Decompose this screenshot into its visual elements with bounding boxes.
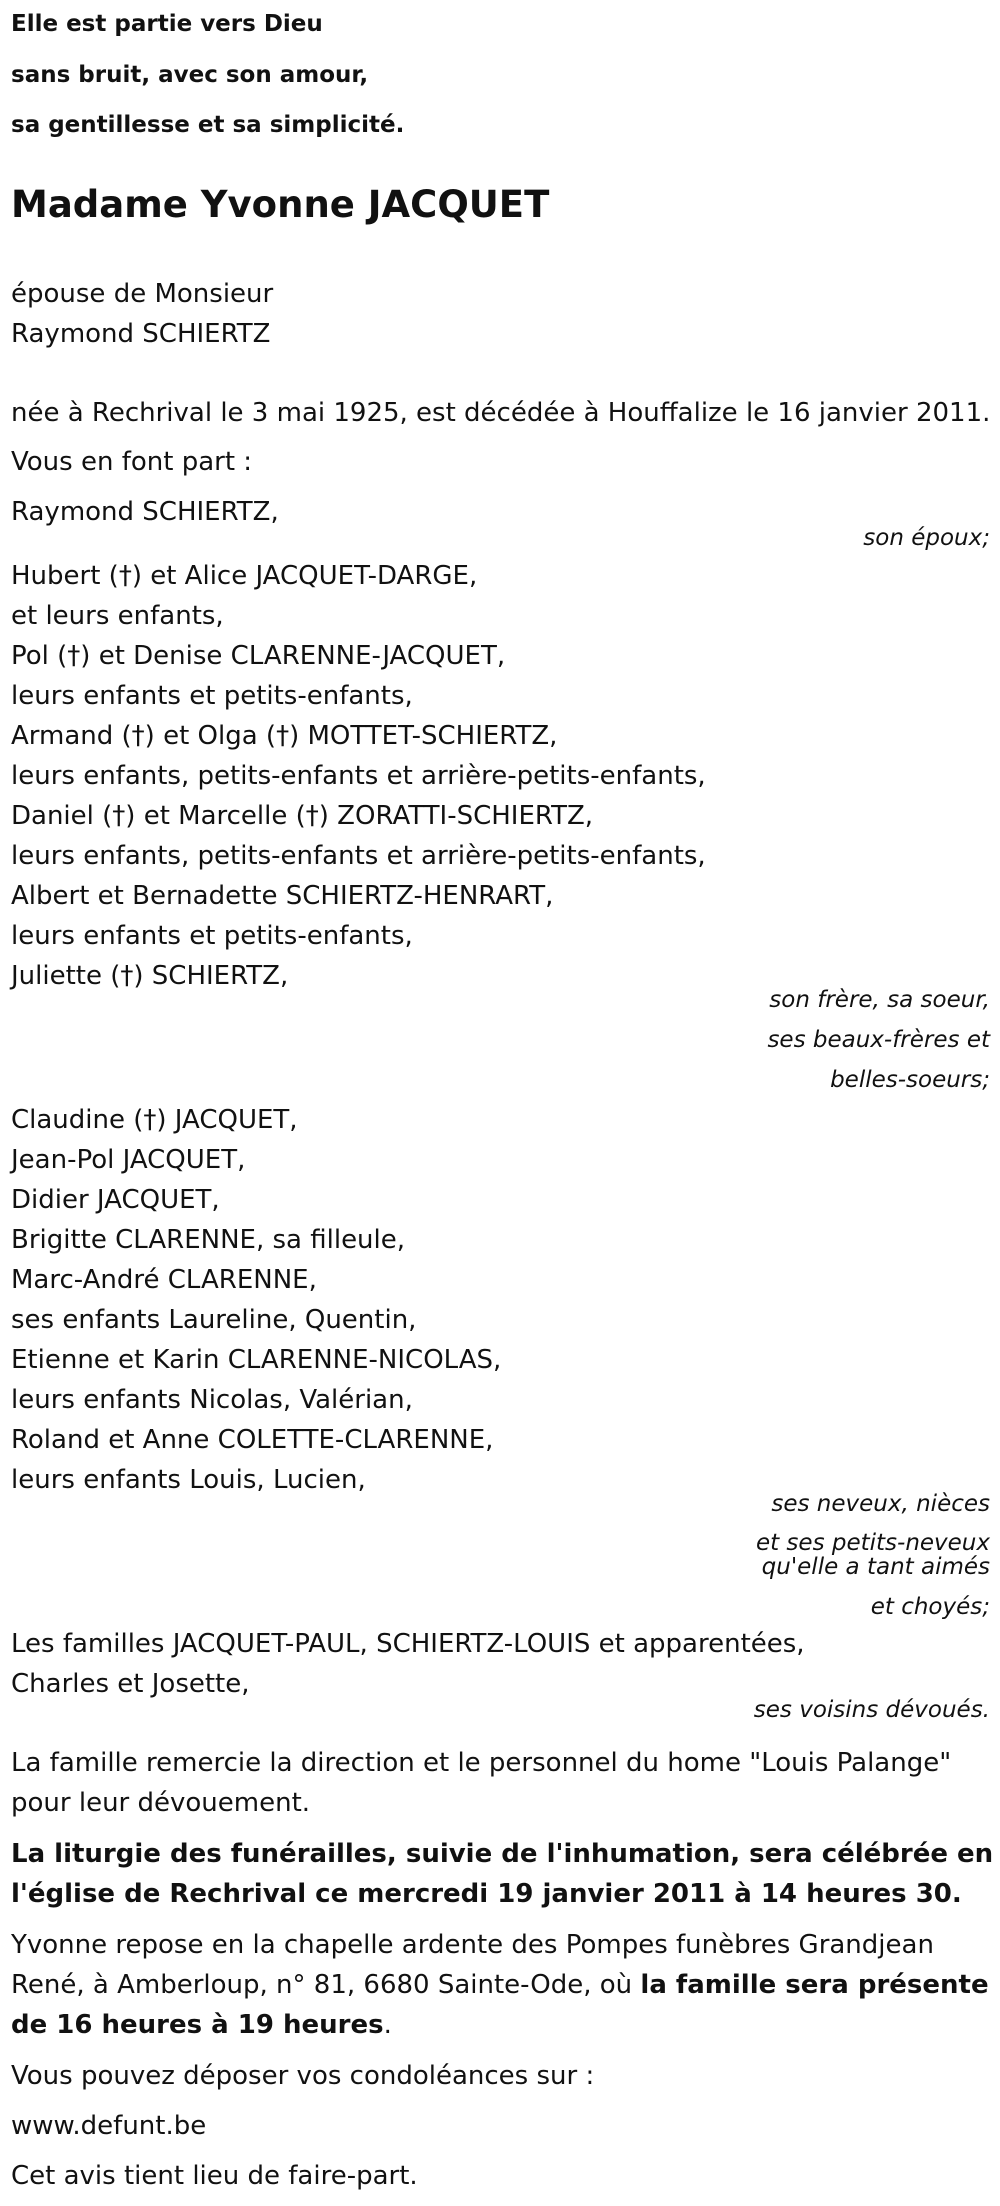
neighbors-line: Les familles JACQUET-PAUL, SCHIERTZ-LOUIS et apparentées, [11,1629,805,1659]
epigraph-line: Elle est partie vers Dieu [11,11,323,37]
sibling-line: leurs enfants, petits-enfants et arrière-petits-enfants, [11,841,706,871]
chapel-period: . [383,2010,392,2040]
nephew-line: Brigitte CLARENNE, sa filleule, [11,1225,406,1255]
chapel-address: René, à Amberloup, n° 81, 6680 Sainte-Ode, où [11,1970,641,2000]
epigraph-line: sa gentillesse et sa simplicité. [11,112,405,138]
chapel-presence: la famille sera présente [640,1970,989,2000]
husband-relation: son époux; [863,525,990,551]
siblings-relation: ses beaux-frères et [767,1027,990,1053]
nephews-relation: et ses petits-neveux [755,1530,990,1556]
sibling-line: leurs enfants et petits-enfants, [11,921,413,951]
nephew-line: Roland et Anne COLETTE-CLARENNE, [11,1425,494,1455]
birth-death-line: née à Rechrival le 3 mai 1925, est décédée à Houffalize le 16 janvier 2011. [11,398,991,428]
spouse-line: Raymond SCHIERTZ [11,319,271,349]
closing-line: Cet avis tient lieu de faire-part. [11,2161,418,2191]
website-link[interactable]: www.defunt.be [11,2111,207,2141]
nephew-line: Etienne et Karin CLARENNE-NICOLAS, [11,1345,502,1375]
deceased-name: Madame Yvonne JACQUET [11,183,550,226]
sibling-line: Daniel (†) et Marcelle (†) ZORATTI-SCHIERTZ, [11,801,594,831]
nephew-line: leurs enfants Nicolas, Valérian, [11,1385,413,1415]
spouse-line: épouse de Monsieur [11,279,274,309]
nephews-relation: qu'elle a tant aimés [761,1554,990,1580]
chapel-hours: de 16 heures à 19 heures [11,2010,384,2040]
condolences-line: Vous pouvez déposer vos condoléances sur : [11,2061,595,2091]
sibling-line: Albert et Bernadette SCHIERTZ-HENRART, [11,881,554,911]
chapel-line [11,2005,392,2045]
nephews-relation: et choyés; [870,1594,990,1620]
chapel-line [11,1965,989,2005]
nephew-line: Didier JACQUET, [11,1185,220,1215]
funeral-line: La liturgie des funérailles, suivie de l'inhumation, sera célébrée en [11,1839,994,1869]
nephew-line: ses enfants Laureline, Quentin, [11,1305,417,1335]
epigraph-line: sans bruit, avec son amour, [11,62,369,88]
sibling-line: Hubert (†) et Alice JACQUET-DARGE, [11,561,478,591]
sibling-line: Armand (†) et Olga (†) MOTTET-SCHIERTZ, [11,721,558,751]
nephews-relation: ses neveux, nièces [771,1491,990,1517]
sibling-line: et leurs enfants, [11,601,224,631]
thanks-line: La famille remercie la direction et le personnel du home "Louis Palange" [11,1748,952,1778]
siblings-relation: son frère, sa soeur, [769,987,990,1013]
sibling-line: leurs enfants, petits-enfants et arrière-petits-enfants, [11,761,706,791]
thanks-line: pour leur dévouement. [11,1788,311,1818]
husband-name: Raymond SCHIERTZ, [11,497,279,527]
nephew-line: Jean-Pol JACQUET, [11,1145,246,1175]
funeral-line: l'église de Rechrival ce mercredi 19 janvier 2011 à 14 heures 30. [11,1879,962,1909]
sibling-line: Juliette (†) SCHIERTZ, [11,961,289,991]
chapel-line: Yvonne repose en la chapelle ardente des Pompes funèbres Grandjean [11,1930,934,1960]
sibling-line: leurs enfants et petits-enfants, [11,681,413,711]
siblings-relation: belles-soeurs; [830,1067,990,1093]
nephew-line: Claudine (†) JACQUET, [11,1105,298,1135]
neighbors-relation: ses voisins dévoués. [753,1697,990,1723]
nephew-line: leurs enfants Louis, Lucien, [11,1465,366,1495]
nephew-line: Marc-André CLARENNE, [11,1265,317,1295]
neighbors-line: Charles et Josette, [11,1669,250,1699]
sibling-line: Pol (†) et Denise CLARENNE-JACQUET, [11,641,506,671]
intro-line: Vous en font part : [11,447,253,477]
